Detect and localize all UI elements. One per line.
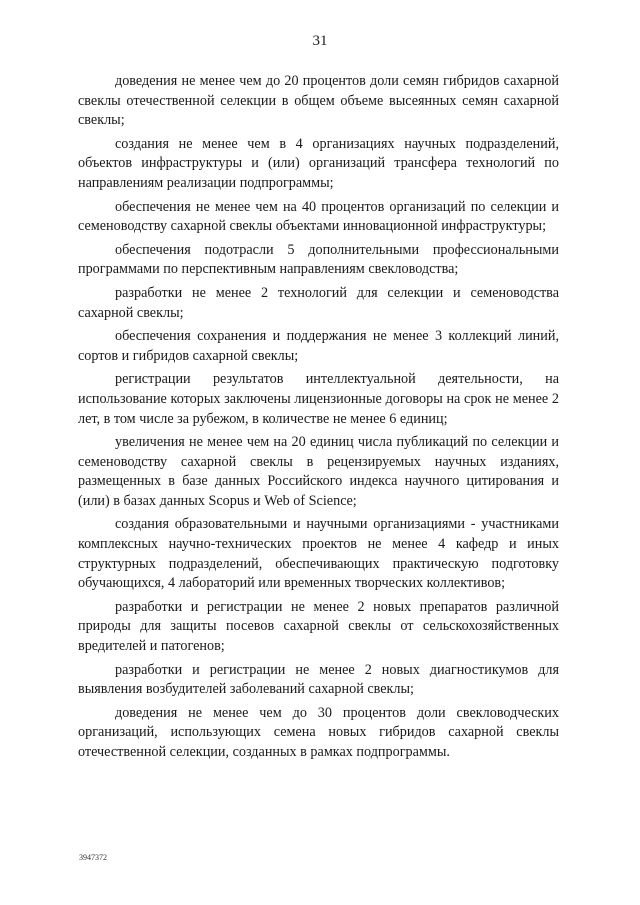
document-code: 3947372 — [79, 853, 107, 862]
paragraph: увеличения не менее чем на 20 единиц числа публикаций по селекции и семеноводству сахарной свеклы в рецензируемых научных изданиях, размещенных в базе данных Российского индекса научного цитирования и (или) в базах данных Scopus и Web of Science; — [78, 434, 559, 509]
paragraph: доведения не менее чем до 30 процентов доли свекловодческих организаций, использующих семена новых гибридов сахарной свеклы отечественной селекции, созданных в рамках подпрограммы. — [78, 704, 559, 760]
paragraph: разработки не менее 2 технологий для селекции и семеноводства сахарной свеклы; — [78, 284, 559, 321]
paragraph: создания образовательными и научными организациями - участниками комплексных научно-технических проектов не менее 4 кафедр и иных структурных подразделений, обеспечивающих практическую подготовку обучающихся, 4 лабораторий или временных творческих коллективов; — [78, 516, 559, 592]
page-number: 31 — [312, 33, 328, 49]
paragraph: регистрации результатов интеллектуальной деятельности, на использование которых заключены лицензионные договоры на срок не менее 2 лет, в том числе за рубежом, в количестве не менее 6 единиц; — [78, 371, 559, 427]
paragraph: обеспечения не менее чем на 40 процентов организаций по селекции и семеноводству сахарной свеклы объектами инновационной инфраструктуры; — [78, 198, 559, 235]
paragraph: разработки и регистрации не менее 2 новых препаратов различной природы для защиты посевов сахарной свеклы от сельскохозяйственных вредителей и патогенов; — [78, 598, 559, 655]
paragraph: обеспечения подотрасли 5 дополнительными профессиональными программами по перспективным направлениям свекловодства; — [78, 241, 559, 278]
document-body — [78, 72, 559, 767]
paragraph: разработки и регистрации не менее 2 новых диагностикумов для выявления возбудителей заболеваний сахарной свеклы; — [78, 661, 559, 698]
paragraph: создания не менее чем в 4 организациях научных подразделений, объектов инфраструктуры и (или) организаций трансфера технологий по направлениям реализации подпрограммы; — [78, 135, 559, 191]
paragraph: доведения не менее чем до 20 процентов доли семян гибридов сахарной свеклы отечественной селекции в общем объеме высеянных семян сахарной свеклы; — [78, 73, 559, 129]
paragraph: обеспечения сохранения и поддержания не менее 3 коллекций линий, сортов и гибридов сахарной свеклы; — [78, 328, 559, 364]
